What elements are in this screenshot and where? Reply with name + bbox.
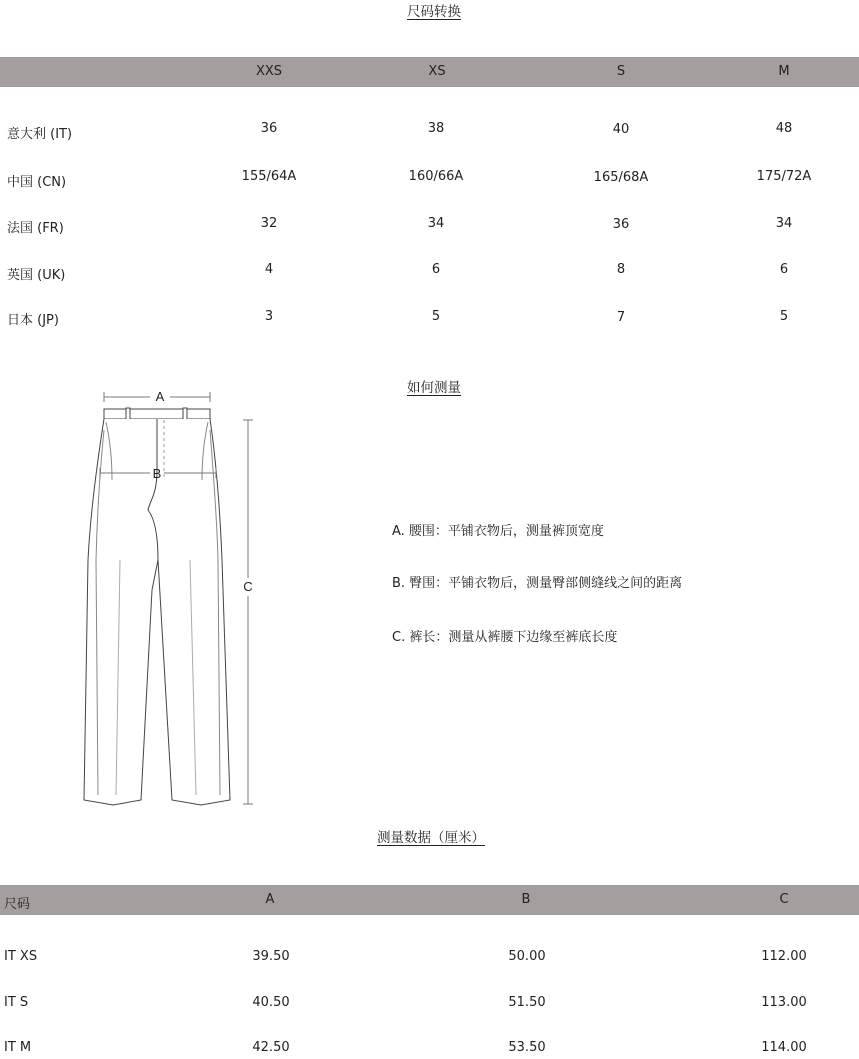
measure-header-c: C bbox=[779, 892, 789, 907]
table-cell: 5 bbox=[779, 309, 789, 324]
measure-header-size: 尺码 bbox=[4, 897, 31, 912]
table-cell: 38 bbox=[427, 121, 445, 136]
diagram-label-a: A bbox=[155, 389, 165, 404]
table-cell: 114.00 bbox=[761, 1040, 807, 1055]
table-cell: 165/68A bbox=[593, 170, 649, 185]
measure-header-a: A bbox=[265, 892, 275, 907]
table-cell: 36 bbox=[612, 217, 630, 232]
size-header-s: S bbox=[616, 64, 626, 79]
table-cell: 40 bbox=[612, 122, 630, 137]
size-header-m: M bbox=[778, 64, 790, 79]
table-cell: 32 bbox=[260, 216, 278, 231]
table-cell: 6 bbox=[431, 262, 441, 277]
table-cell: 113.00 bbox=[761, 995, 807, 1010]
table-cell: 53.50 bbox=[508, 1040, 546, 1055]
diagram-label-b: B bbox=[152, 466, 162, 481]
table-cell: 42.50 bbox=[252, 1040, 290, 1055]
table-cell: 51.50 bbox=[508, 995, 546, 1010]
legend-b: B. 臀围：平铺衣物后，测量臀部侧缝线之间的距离 bbox=[392, 576, 683, 591]
table-cell: 34 bbox=[427, 216, 445, 231]
how-to-measure-title: 如何测量 bbox=[407, 380, 461, 396]
measurements-title: 测量数据（厘米） bbox=[377, 830, 485, 846]
table-cell: 34 bbox=[775, 216, 793, 231]
size-conversion-title: 尺码转换 bbox=[407, 4, 461, 20]
table-cell: 40.50 bbox=[252, 995, 290, 1010]
diagram-label-c: C bbox=[243, 579, 253, 594]
measurements-header-bar bbox=[0, 885, 859, 915]
table-cell: 50.00 bbox=[508, 949, 546, 964]
row-label-jp: 日本 (JP) bbox=[7, 313, 59, 328]
row-label-cn: 中国 (CN) bbox=[7, 175, 67, 190]
trousers-diagram bbox=[70, 380, 270, 812]
table-cell: 48 bbox=[775, 121, 793, 136]
legend-a: A. 腰围：平铺衣物后，测量裤顶宽度 bbox=[392, 524, 604, 539]
table-cell: 6 bbox=[779, 262, 789, 277]
table-cell: 155/64A bbox=[241, 169, 297, 184]
table-cell: 3 bbox=[264, 309, 274, 324]
measure-row-size: IT XS bbox=[4, 949, 38, 964]
row-label-fr: 法国 (FR) bbox=[7, 221, 64, 236]
measure-row-size: IT M bbox=[4, 1040, 32, 1055]
table-cell: 112.00 bbox=[761, 949, 807, 964]
table-cell: 5 bbox=[431, 309, 441, 324]
size-header-xxs: XXS bbox=[255, 64, 283, 79]
table-cell: 7 bbox=[616, 310, 626, 325]
row-label-it: 意大利 (IT) bbox=[7, 127, 73, 142]
row-label-uk: 英国 (UK) bbox=[7, 268, 66, 283]
measure-header-b: B bbox=[521, 892, 531, 907]
size-header-xs: XS bbox=[428, 64, 446, 79]
table-cell: 8 bbox=[616, 262, 626, 277]
table-cell: 160/66A bbox=[408, 169, 464, 184]
measure-row-size: IT S bbox=[4, 995, 29, 1010]
table-cell: 175/72A bbox=[756, 169, 812, 184]
legend-c: C. 裤长：测量从裤腰下边缘至裤底长度 bbox=[392, 630, 618, 645]
table-cell: 4 bbox=[264, 262, 274, 277]
table-cell: 39.50 bbox=[252, 949, 290, 964]
table-cell: 36 bbox=[260, 121, 278, 136]
